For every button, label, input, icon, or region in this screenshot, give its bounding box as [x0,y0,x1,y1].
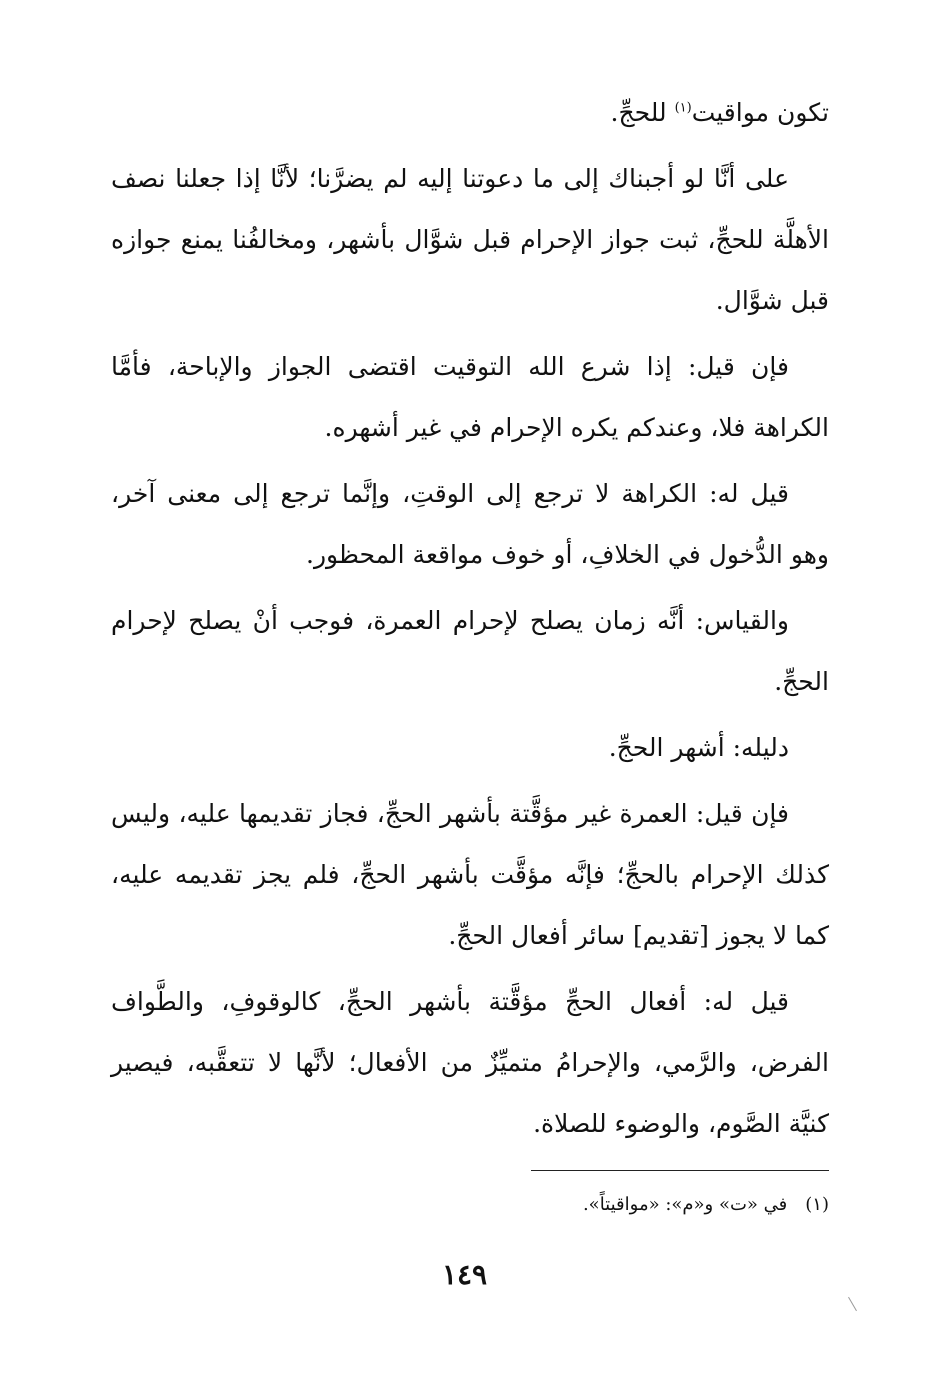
footnote-divider [531,1170,829,1171]
paragraph-2: على أنَّا لو أجبناك إلى ما دعوتنا إليه لم يضرَّنا؛ لأنَّا إذا جعلنا نصف الأهلَّة للحجِّ، ثبت جواز الإحرام قبل شوَّال بأشهر، ومخالفُنا يمنع جوازه قبل شوَّال. [111,164,829,315]
paragraph-5: والقياس: أنَّه زمان يصلح لإحرام العمرة، فوجب أنْ يصلح لإحرام الحجِّ. [111,606,829,696]
paragraph-4: قيل له: الكراهة لا ترجع إلى الوقتِ، وإنَّما ترجع إلى معنى آخر، وهو الدُّخول في الخلافِ، أو خوف مواقعة المحظور. [111,479,829,569]
main-text [111,82,829,1159]
paragraph-7: فإن قيل: العمرة غير مؤقَّتة بأشهر الحجِّ، فجاز تقديمها عليه، وليس كذلك الإحرام بالحجِّ؛ فإنَّه مؤقَّت بأشهر الحجِّ، فلم يجز تقديمه عليه، كما لا يجوز [تقديم] سائر أفعال الحجِّ. [111,799,829,950]
scan-artifact-mark [848,1297,857,1311]
paragraph-3: فإن قيل: إذا شرع الله التوقيت اقتضى الجواز والإباحة، فأمَّا الكراهة فلا، وعندكم يكره الإحرام في غير أشهره. [111,352,829,442]
paragraph-1-text-after: للحجِّ. [610,98,675,127]
footnote-text: في «ت» و«م»: «مواقيتاً». [582,1194,788,1215]
footnote-number: (١) [805,1194,829,1215]
paragraph-6: دليله: أشهر الحجِّ. [608,733,789,762]
footnote [111,1190,829,1220]
page-number: ١٤٩ [441,1258,488,1291]
paragraph-1-text: تكون مواقيت [691,98,829,127]
paragraph-8: قيل له: أفعال الحجِّ مؤقَّتة بأشهر الحجِّ، كالوقوفِ، والطَّواف الفرض، والرَّمي، والإحرامُ متميِّزٌ من الأفعال؛ لأنَّها لا تتعقَّبه، فيصير كنيَّة الصَّوم، والوضوء للصلاة. [111,987,829,1138]
footnote-reference: (١) [674,100,692,116]
paragraph-1 [111,82,829,143]
